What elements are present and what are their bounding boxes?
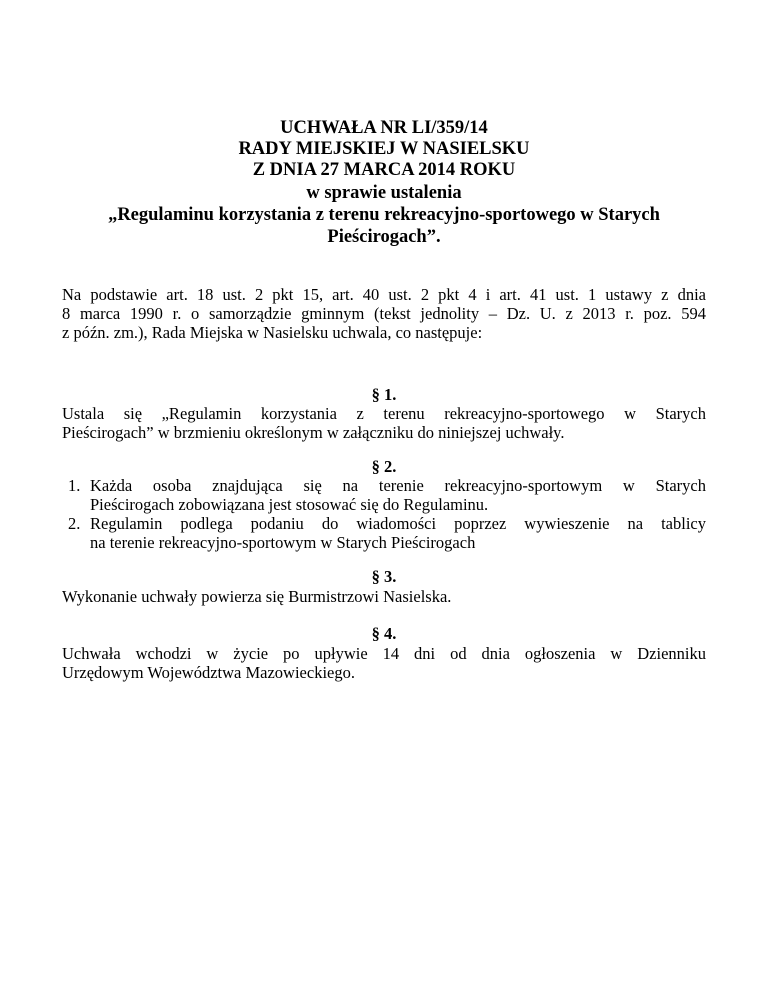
section-1-heading: § 1. [371, 385, 397, 404]
section-1-text [62, 404, 706, 442]
legal-basis-paragraph [62, 285, 706, 342]
subject-line-3: Pieścirogach”. [327, 227, 441, 247]
list-item-line-2: na terenie rekreacyjno-sportowym w Starych Pieścirogach [90, 533, 476, 552]
section-1-line-2: Pieścirogach” w brzmieniu określonym w załączniku do niniejszej uchwały. [62, 423, 565, 442]
section-4-heading: § 4. [371, 624, 397, 643]
section-2-heading: § 2. [371, 457, 397, 476]
section-3-heading: § 3. [371, 567, 397, 586]
list-item-number: 1. [68, 476, 81, 495]
list-item-line-1: Regulamin podlega podaniu do wiadomości poprzez wywieszenie na tablicy [90, 514, 706, 533]
subject-line-2: „Regulaminu korzystania z terenu rekreacyjno-sportowego w Starych [108, 205, 660, 225]
section-2-list [62, 476, 706, 552]
list-item-line-2: Pieścirogach zobowiązana jest stosować się do Regulaminu. [90, 495, 489, 514]
title-line-council: RADY MIEJSKIEJ W NASIELSKU [238, 139, 530, 159]
intro-line-3: z późn. zm.), Rada Miejska w Nasielsku uchwala, co następuje: [62, 323, 483, 342]
resolution-subject [60, 182, 708, 248]
section-4-text [62, 644, 706, 682]
list-item [62, 514, 706, 552]
subject-line-1: w sprawie ustalenia [306, 183, 462, 203]
resolution-title [0, 118, 768, 181]
section-3-text: Wykonanie uchwały powierza się Burmistrzowi Nasielska. [62, 587, 452, 606]
intro-line-1: Na podstawie art. 18 ust. 2 pkt 15, art. 40 ust. 2 pkt 4 i art. 41 ust. 1 ustawy z dnia [62, 285, 706, 304]
list-item-line-1: Każda osoba znajdująca się na terenie rekreacyjno-sportowym w Starych [90, 476, 706, 495]
list-item-number: 2. [68, 514, 81, 533]
section-4-line-2: Urzędowym Województwa Mazowieckiego. [62, 663, 355, 682]
intro-line-2: 8 marca 1990 r. o samorządzie gminnym (tekst jednolity – Dz. U. z 2013 r. poz. 594 [62, 304, 706, 323]
section-1-line-1: Ustala się „Regulamin korzystania z terenu rekreacyjno-sportowego w Starych [62, 404, 706, 423]
section-4-line-1: Uchwała wchodzi w życie po upływie 14 dni od dnia ogłoszenia w Dzienniku [62, 644, 706, 663]
title-line-number: UCHWAŁA NR LI/359/14 [280, 118, 488, 138]
title-line-date: Z DNIA 27 MARCA 2014 ROKU [252, 160, 516, 180]
list-item [62, 476, 706, 514]
